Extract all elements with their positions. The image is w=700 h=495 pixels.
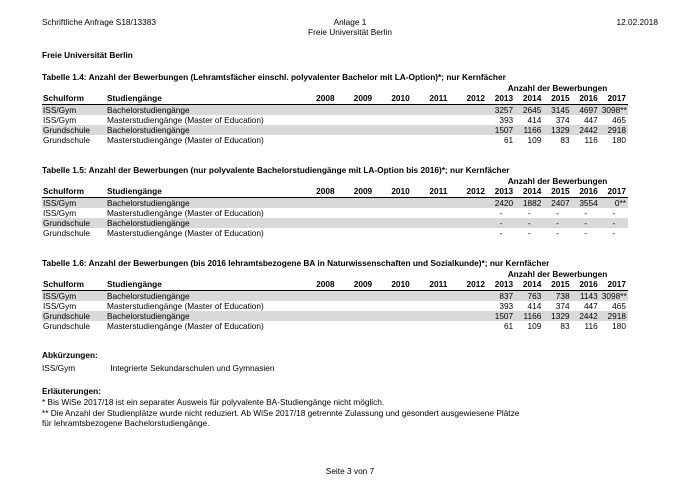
cell-value xyxy=(299,197,337,208)
column-header-studiengaenge: Studiengänge xyxy=(105,186,299,197)
table-row xyxy=(42,104,628,115)
cell-value xyxy=(337,311,375,321)
table-row xyxy=(42,197,628,208)
cell-value: 837 xyxy=(487,290,515,301)
cell-value: 2442 xyxy=(572,311,600,321)
cell-value: 2407 xyxy=(543,197,571,208)
column-header-year: 2010 xyxy=(374,93,412,104)
cell-value xyxy=(299,228,337,238)
cell-value: 414 xyxy=(527,114,542,125)
cell-studiengang: Bachelorstudiengänge xyxy=(105,125,299,135)
cell-value: 2442 xyxy=(572,125,600,135)
cell-value xyxy=(449,125,487,135)
cell-schulform: ISS/Gym xyxy=(42,104,105,115)
cell-value xyxy=(299,290,337,301)
cell-value xyxy=(449,104,487,115)
cell-value: 1507 xyxy=(487,125,515,135)
table-row xyxy=(42,228,628,238)
cell-value xyxy=(337,115,375,125)
cell-value xyxy=(412,135,450,145)
cell-value: 3554 xyxy=(572,197,600,208)
cell-schulform: ISS/Gym xyxy=(42,197,105,208)
cell-value: - xyxy=(600,218,628,228)
cell-schulform: Grundschule xyxy=(42,125,105,135)
cell-value: 1329 xyxy=(543,125,571,135)
cell-value xyxy=(412,228,450,238)
cell-value: - xyxy=(487,218,515,228)
cell-value xyxy=(412,104,450,115)
table-1-4-title: Tabelle 1.4: Anzahl der Bewerbungen (Lehramtsfächer einschl. polyvalenter Bachelor mit LA-Option)*; nur Kernfächer xyxy=(42,72,506,82)
institution-title: Freie Universität Berlin xyxy=(42,50,133,60)
explanation-line: für lehramtsbezogene Bachelorstudiengänge. xyxy=(42,418,210,428)
cell-value xyxy=(374,218,412,228)
cell-value xyxy=(299,135,337,145)
cell-value xyxy=(449,208,487,218)
cell-value xyxy=(412,208,450,218)
cell-studiengang: Masterstudiengänge (Master of Education) xyxy=(107,207,264,218)
cell-value xyxy=(299,311,337,321)
table-header-row xyxy=(42,93,628,104)
cell-value xyxy=(299,104,337,115)
column-header-year: 2009 xyxy=(337,279,375,290)
column-header-year: 2009 xyxy=(337,93,375,104)
cell-value: 3145 xyxy=(543,104,571,115)
column-header-year: 2016 xyxy=(572,93,600,104)
cell-value: - xyxy=(499,207,503,218)
cell-schulform: ISS/Gym xyxy=(42,290,105,301)
cell-value xyxy=(299,115,337,125)
cell-value xyxy=(449,197,487,208)
cell-value xyxy=(374,208,412,218)
cell-value xyxy=(299,125,337,135)
cell-value: 393 xyxy=(499,300,514,311)
column-header-year: 2014 xyxy=(515,186,543,197)
cell-value xyxy=(374,197,412,208)
table-row xyxy=(42,135,628,145)
column-header-year: 2012 xyxy=(449,93,487,104)
cell-value: 61 xyxy=(503,135,514,146)
column-group-title: Anzahl der Bewerbungen xyxy=(507,83,608,93)
cell-value xyxy=(449,301,487,311)
cell-value: 3098** xyxy=(601,290,627,301)
cell-value: - xyxy=(584,207,588,218)
cell-value: - xyxy=(543,218,571,228)
cell-value xyxy=(374,311,412,321)
cell-schulform: Grundschule xyxy=(42,311,105,321)
column-header-year: 2014 xyxy=(515,279,543,290)
cell-schulform: Grundschule xyxy=(43,228,91,239)
cell-value: 4697 xyxy=(572,104,600,115)
table-1-4 xyxy=(42,83,628,146)
column-header-year: 2011 xyxy=(412,186,450,197)
column-header-year: 2017 xyxy=(600,186,628,197)
cell-value xyxy=(337,104,375,115)
cell-value xyxy=(412,290,450,301)
cell-value xyxy=(412,311,450,321)
column-header-year: 2013 xyxy=(487,93,515,104)
cell-value: 3257 xyxy=(487,104,515,115)
cell-value: 738 xyxy=(543,290,571,301)
column-header-year: 2016 xyxy=(572,186,600,197)
cell-value: - xyxy=(584,228,588,239)
column-header-schulform: Schulform xyxy=(42,279,105,290)
table-row xyxy=(42,311,628,321)
cell-value xyxy=(337,208,375,218)
table-row xyxy=(42,290,628,301)
cell-value: 465 xyxy=(612,300,626,311)
cell-studiengang: Masterstudiengänge (Master of Education) xyxy=(107,321,264,332)
cell-studiengang: Bachelorstudiengänge xyxy=(105,311,299,321)
cell-value: 465 xyxy=(612,114,626,125)
cell-value xyxy=(337,125,375,135)
cell-value: 763 xyxy=(515,290,543,301)
cell-value: 447 xyxy=(583,114,598,125)
cell-value xyxy=(299,301,337,311)
cell-value xyxy=(412,218,450,228)
cell-value: - xyxy=(612,207,616,218)
cell-value: 374 xyxy=(555,300,570,311)
cell-value: 3098** xyxy=(601,104,627,115)
cell-studiengang: Bachelorstudiengänge xyxy=(105,197,299,208)
column-header-year: 2014 xyxy=(515,93,543,104)
cell-studiengang: Bachelorstudiengänge xyxy=(105,104,299,115)
table-row xyxy=(42,321,628,331)
column-header-year: 2013 xyxy=(487,279,515,290)
cell-value: 393 xyxy=(499,114,514,125)
cell-value xyxy=(337,290,375,301)
doc-reference: Schriftliche Anfrage S18/13383 xyxy=(42,17,156,27)
cell-value xyxy=(299,321,337,331)
page-number: Seite 3 von 7 xyxy=(325,466,375,476)
cell-value xyxy=(449,115,487,125)
cell-value: 0** xyxy=(600,197,628,208)
column-group-title: Anzahl der Bewerbungen xyxy=(507,269,608,279)
column-header-year: 2012 xyxy=(449,279,487,290)
column-header-year: 2010 xyxy=(374,186,412,197)
cell-value xyxy=(412,321,450,331)
doc-date: 12.02.2018 xyxy=(616,17,658,27)
column-header-year: 2010 xyxy=(374,279,412,290)
table-1-6 xyxy=(42,269,628,332)
cell-schulform: ISS/Gym xyxy=(43,207,77,218)
table-super-header xyxy=(42,176,628,186)
cell-value: 109 xyxy=(527,135,542,146)
cell-value: 1143 xyxy=(572,290,600,301)
table-super-header xyxy=(42,269,628,279)
cell-value xyxy=(449,311,487,321)
cell-studiengang: Masterstudiengänge (Master of Education) xyxy=(107,135,264,146)
cell-value: 83 xyxy=(560,321,570,332)
doc-annex-header xyxy=(250,17,450,37)
column-header-year: 2008 xyxy=(299,279,337,290)
column-header-year: 2011 xyxy=(412,279,450,290)
abbreviation-value: Integrierte Sekundarschulen und Gymnasien xyxy=(110,363,275,373)
column-header-studiengaenge: Studiengänge xyxy=(105,279,299,290)
cell-value: - xyxy=(556,207,559,218)
column-header-year: 2017 xyxy=(600,279,628,290)
table-header-row xyxy=(42,186,628,197)
cell-value xyxy=(337,321,375,331)
cell-value xyxy=(299,208,337,218)
cell-value: - xyxy=(612,228,616,239)
cell-value xyxy=(299,218,337,228)
cell-studiengang: Masterstudiengänge (Master of Education) xyxy=(107,300,264,311)
cell-value xyxy=(412,125,450,135)
table-row xyxy=(42,301,628,311)
table-row xyxy=(42,115,628,125)
table-row xyxy=(42,208,628,218)
cell-value xyxy=(412,115,450,125)
cell-value xyxy=(374,321,412,331)
cell-value xyxy=(449,321,487,331)
column-header-year: 2015 xyxy=(543,93,571,104)
explanation-line: ** Die Anzahl der Studienplätze wurde nicht reduziert. Ab WiSe 2017/18 getrennte Zulassung und gesondert ausgewiesene Plätze xyxy=(42,407,520,418)
cell-value: 2918 xyxy=(600,311,628,321)
cell-value: 116 xyxy=(584,321,598,332)
explanations-heading: Erläuterungen: xyxy=(42,386,102,396)
cell-value: 116 xyxy=(584,135,598,146)
cell-value xyxy=(412,197,450,208)
explanations-text xyxy=(42,397,642,429)
cell-value: 2918 xyxy=(600,125,628,135)
abbreviation-item xyxy=(42,363,275,373)
column-header-year: 2015 xyxy=(543,279,571,290)
cell-value xyxy=(337,301,375,311)
cell-value: 414 xyxy=(527,300,542,311)
cell-value xyxy=(449,218,487,228)
cell-value xyxy=(374,301,412,311)
table-1-5 xyxy=(42,176,628,239)
cell-studiengang: Masterstudiengänge (Master of Education) xyxy=(107,114,264,125)
cell-value: 1166 xyxy=(515,311,543,321)
cell-value xyxy=(374,290,412,301)
cell-value xyxy=(374,125,412,135)
cell-value: - xyxy=(499,228,503,239)
column-header-year: 2016 xyxy=(572,279,600,290)
column-header-schulform: Schulform xyxy=(42,186,105,197)
cell-value: - xyxy=(556,228,559,239)
cell-studiengang: Bachelorstudiengänge xyxy=(105,218,299,228)
abbreviation-key: ISS/Gym xyxy=(42,363,76,373)
cell-schulform: Grundschule xyxy=(43,135,91,146)
cell-value: 83 xyxy=(560,135,570,146)
column-header-year: 2008 xyxy=(299,186,337,197)
cell-value: 1329 xyxy=(543,311,571,321)
cell-value: 2645 xyxy=(515,104,543,115)
cell-value xyxy=(374,115,412,125)
column-header-year: 2008 xyxy=(299,93,337,104)
cell-schulform: ISS/Gym xyxy=(43,300,77,311)
column-header-year: 2012 xyxy=(449,186,487,197)
cell-value xyxy=(449,228,487,238)
cell-value: 1166 xyxy=(515,125,543,135)
column-header-schulform: Schulform xyxy=(42,93,105,104)
annex-label: Anlage 1 xyxy=(333,17,367,27)
cell-value xyxy=(412,301,450,311)
cell-value: 374 xyxy=(555,114,570,125)
cell-value: 180 xyxy=(612,135,626,146)
column-header-year: 2013 xyxy=(487,186,515,197)
cell-value: - xyxy=(527,207,531,218)
cell-schulform: Grundschule xyxy=(43,321,91,332)
column-header-studiengaenge: Studiengänge xyxy=(105,93,299,104)
cell-value: - xyxy=(515,218,543,228)
cell-value: 61 xyxy=(503,321,514,332)
table-1-6-title: Tabelle 1.6: Anzahl der Bewerbungen (bis 2016 lehramtsbezogene BA in Naturwissenschaften und Sozialkunde)*; nur Kernfächer xyxy=(42,258,550,268)
table-row xyxy=(42,218,628,228)
cell-value: - xyxy=(572,218,600,228)
cell-value: 109 xyxy=(527,321,542,332)
table-row xyxy=(42,125,628,135)
cell-value xyxy=(337,197,375,208)
table-super-header xyxy=(42,83,628,93)
cell-value: 447 xyxy=(583,300,598,311)
cell-value xyxy=(337,228,375,238)
table-header-row xyxy=(42,279,628,290)
cell-value xyxy=(449,135,487,145)
cell-value xyxy=(374,228,412,238)
cell-value xyxy=(449,290,487,301)
cell-value xyxy=(337,218,375,228)
cell-value: 180 xyxy=(612,321,626,332)
cell-value xyxy=(374,104,412,115)
column-header-year: 2015 xyxy=(543,186,571,197)
cell-value: 1882 xyxy=(515,197,543,208)
column-header-year: 2017 xyxy=(600,93,628,104)
cell-studiengang: Masterstudiengänge (Master of Education) xyxy=(107,228,264,239)
cell-value: 2420 xyxy=(487,197,515,208)
explanation-line: * Bis WiSe 2017/18 ist ein separater Ausweis für polyvalente BA-Studiengänge nicht möglich. xyxy=(42,397,385,407)
annex-institution: Freie Universität Berlin xyxy=(308,27,392,37)
table-1-5-title: Tabelle 1.5: Anzahl der Bewerbungen (nur polyvalente Bachelorstudiengänge mit LA-Option bis 2016)*; nur Kernfächer xyxy=(42,165,510,175)
abbreviations-heading: Abkürzungen: xyxy=(42,350,98,360)
column-header-year: 2011 xyxy=(412,93,450,104)
cell-schulform: Grundschule xyxy=(42,218,105,228)
cell-value xyxy=(337,135,375,145)
column-group-title: Anzahl der Bewerbungen xyxy=(507,176,608,186)
cell-schulform: ISS/Gym xyxy=(43,114,77,125)
cell-value xyxy=(374,135,412,145)
column-header-year: 2009 xyxy=(337,186,375,197)
cell-value: - xyxy=(527,228,531,239)
cell-value: 1507 xyxy=(487,311,515,321)
cell-studiengang: Bachelorstudiengänge xyxy=(105,290,299,301)
